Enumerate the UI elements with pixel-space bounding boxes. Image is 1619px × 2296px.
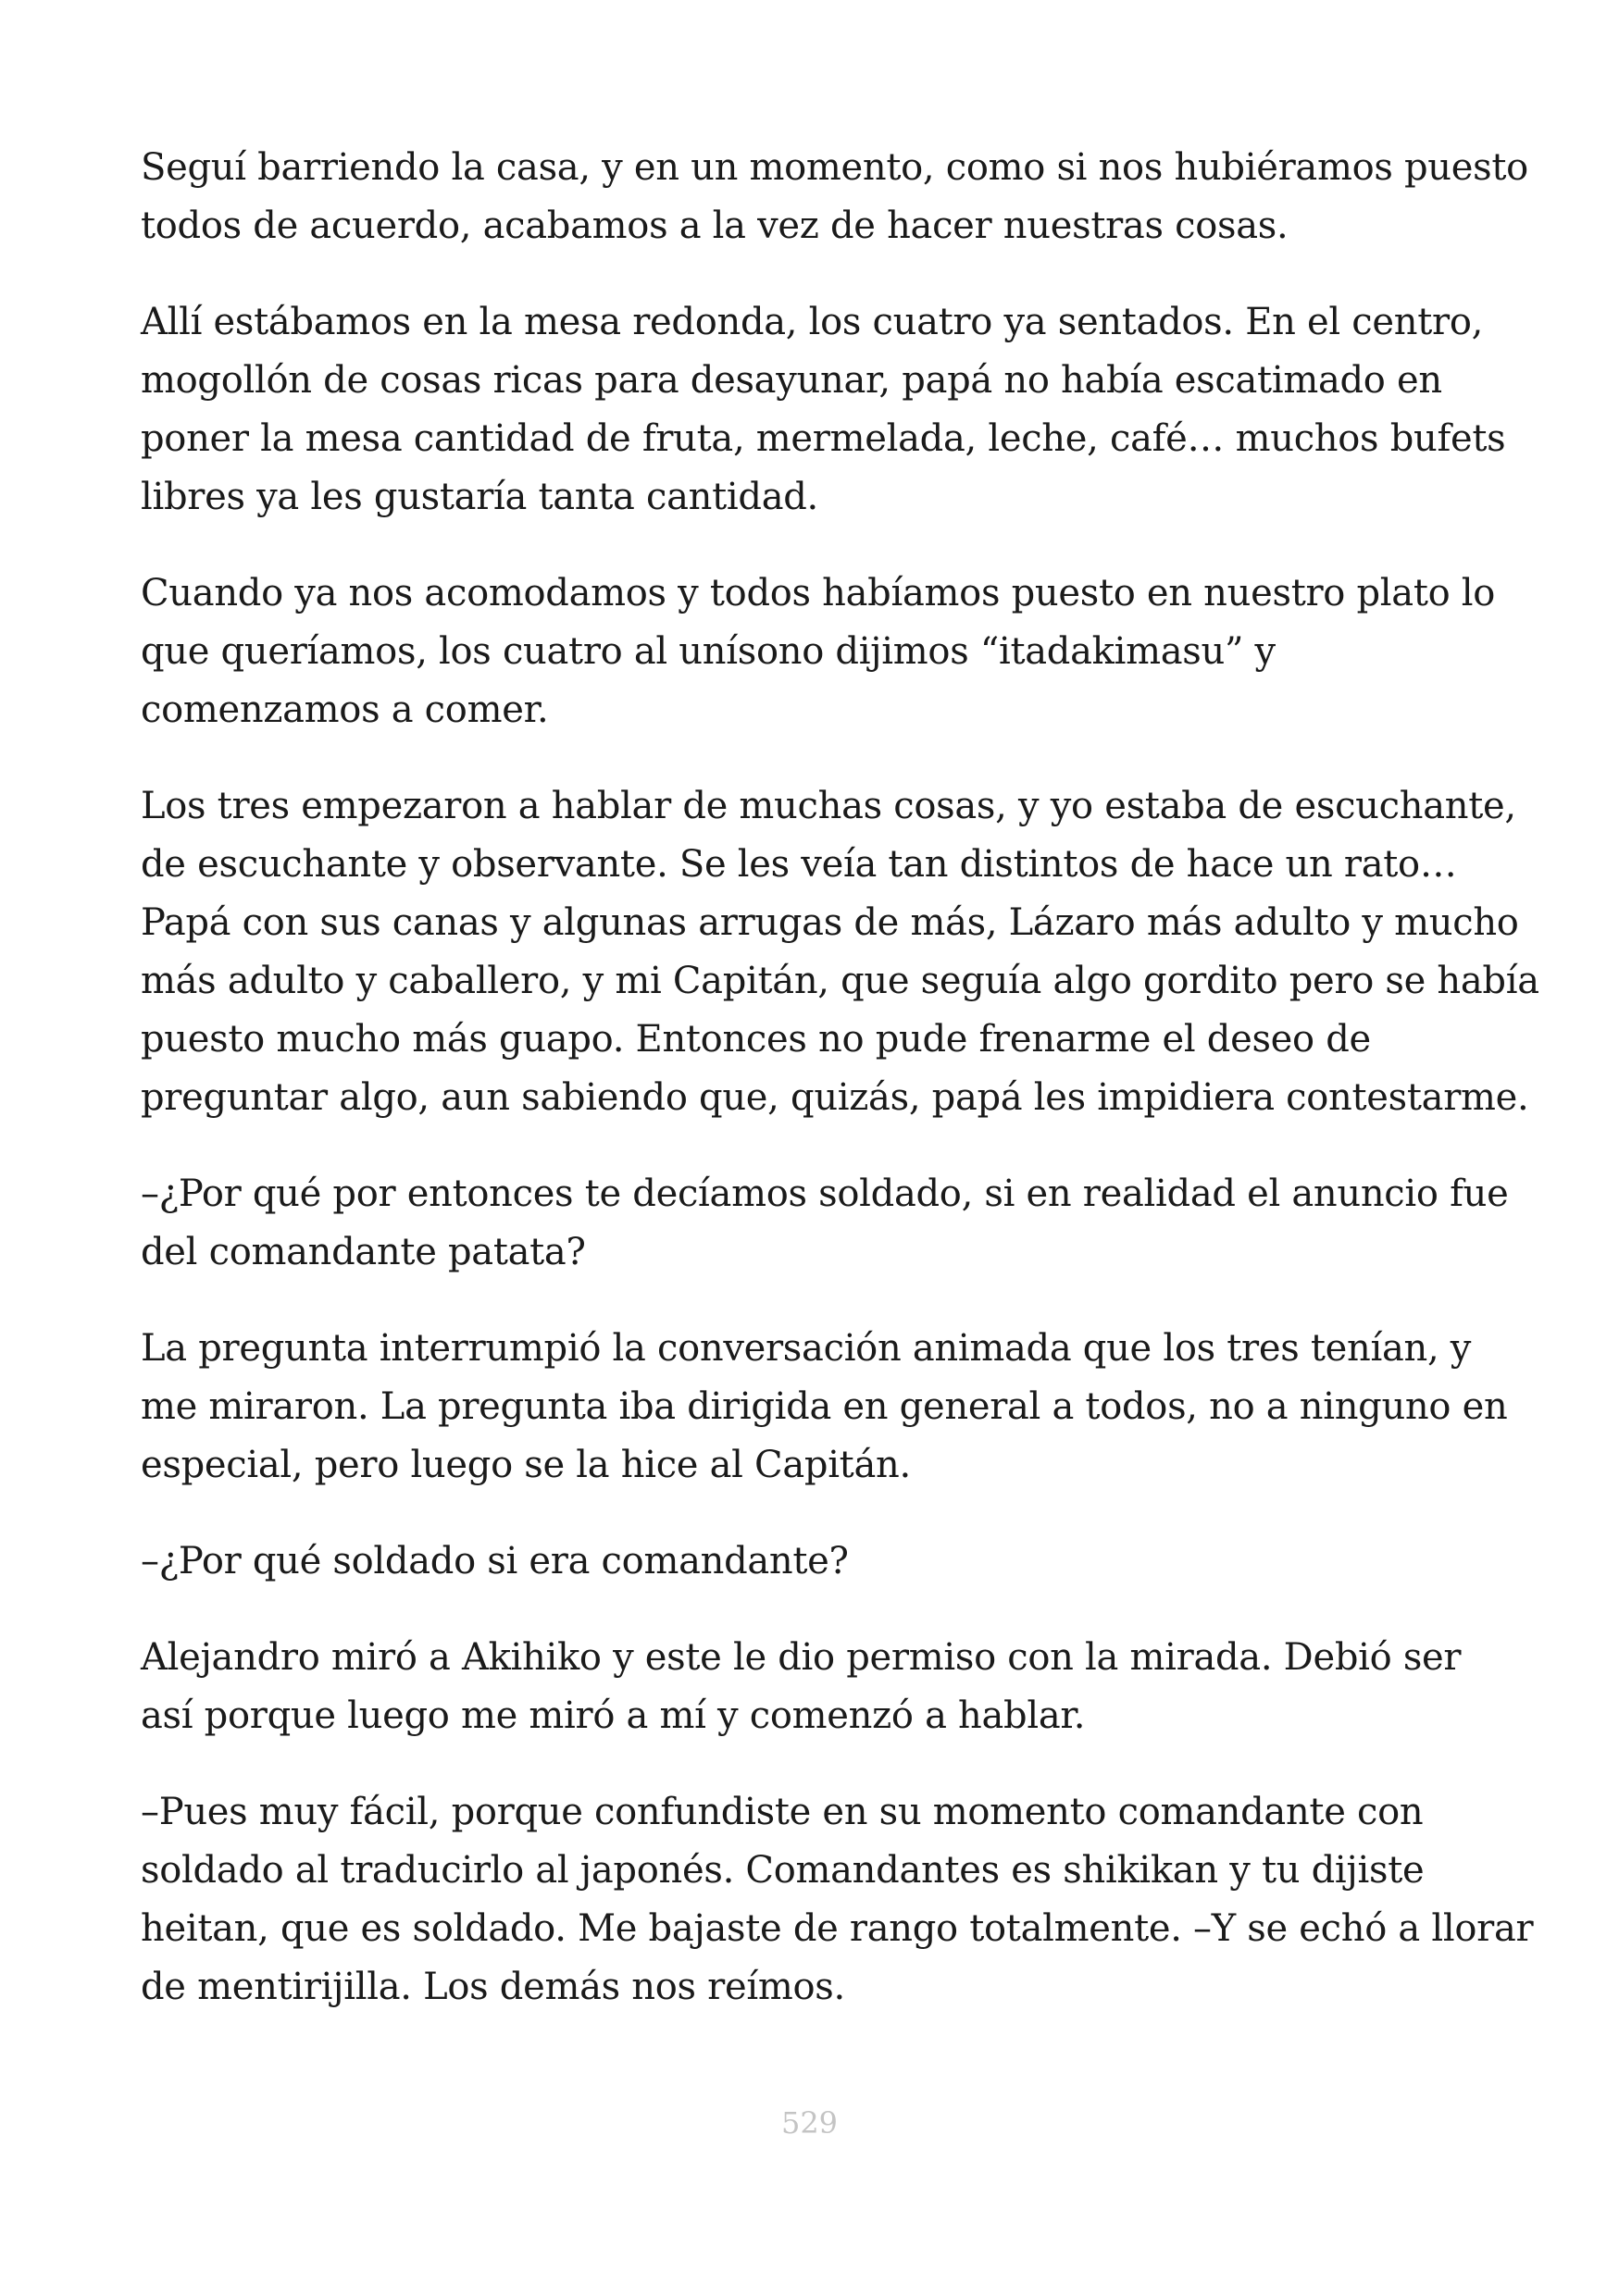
- paragraph: [141, 139, 1528, 255]
- text-line: que queríamos, los cuatro al unísono dijimos “itadakimasu” y: [141, 630, 1276, 673]
- text-line: Alejandro miró a Akihiko y este le dio permiso con la mirada. Debió ser: [141, 1636, 1462, 1679]
- text-line: –¿Por qué soldado si era comandante?: [141, 1540, 849, 1582]
- text-line: Cuando ya nos acomodamos y todos habíamos puesto en nuestro plato lo: [141, 572, 1496, 614]
- text-line: Papá con sus canas y algunas arrugas de más, Lázaro más adulto y mucho: [141, 901, 1519, 944]
- text-line: –Pues muy fácil, porque confundiste en su momento comandante con: [141, 1791, 1424, 1833]
- text-line: La pregunta interrumpió la conversación animada que los tres tenían, y: [141, 1327, 1472, 1370]
- text-line: comenzamos a comer.: [141, 689, 549, 731]
- paragraph: [141, 1533, 1501, 1591]
- paragraph: [141, 293, 1506, 527]
- text-line: preguntar algo, aun sabiendo que, quizás, papá les impidiera contestarme.: [141, 1076, 1529, 1119]
- text-line: libres ya les gustaría tanta cantidad.: [141, 476, 818, 518]
- text-line: más adulto y caballero, y mi Capitán, que seguía algo gordito pero se había: [141, 960, 1539, 1002]
- paragraph: [141, 1629, 1501, 1745]
- paragraph: [141, 1783, 1534, 2017]
- paragraph: [141, 777, 1539, 1127]
- text-line: del comandante patata?: [141, 1231, 586, 1273]
- paragraph: [141, 1320, 1508, 1495]
- page-number: 529: [780, 2105, 839, 2141]
- text-line: heitan, que es soldado. Me bajaste de rango totalmente. –Y se echó a llorar: [141, 1907, 1534, 1950]
- text-line: Los tres empezaron a hablar de muchas cosas, y yo estaba de escuchante,: [141, 785, 1516, 827]
- text-line: poner la mesa cantidad de fruta, mermelada, leche, café… muchos bufets: [141, 417, 1506, 460]
- text-line: de mentirijilla. Los demás nos reímos.: [141, 1966, 845, 2008]
- text-line: Seguí barriendo la casa, y en un momento, como si nos hubiéramos puesto: [141, 146, 1528, 189]
- text-line: mogollón de cosas ricas para desayunar, papá no había escatimado en: [141, 359, 1442, 402]
- text-line: todos de acuerdo, acabamos a la vez de hacer nuestras cosas.: [141, 205, 1289, 247]
- text-line: me miraron. La pregunta iba dirigida en general a todos, no a ninguno en: [141, 1385, 1508, 1428]
- text-line: Allí estábamos en la mesa redonda, los cuatro ya sentados. En el centro,: [141, 301, 1484, 343]
- text-line: puesto mucho más guapo. Entonces no pude frenarme el deseo de: [141, 1018, 1371, 1061]
- text-line: soldado al traducirlo al japonés. Comandantes es shikikan y tu dijiste: [141, 1849, 1425, 1892]
- paragraph: [141, 1165, 1509, 1282]
- text-line: así porque luego me miró a mí y comenzó a hablar.: [141, 1694, 1086, 1737]
- text-line: especial, pero luego se la hice al Capitán.: [141, 1444, 911, 1486]
- paragraph: [141, 565, 1501, 739]
- body-text: [141, 139, 1539, 2054]
- text-line: –¿Por qué por entonces te decíamos soldado, si en realidad el anuncio fue: [141, 1173, 1509, 1215]
- text-line: de escuchante y observante. Se les veía tan distintos de hace un rato…: [141, 843, 1457, 886]
